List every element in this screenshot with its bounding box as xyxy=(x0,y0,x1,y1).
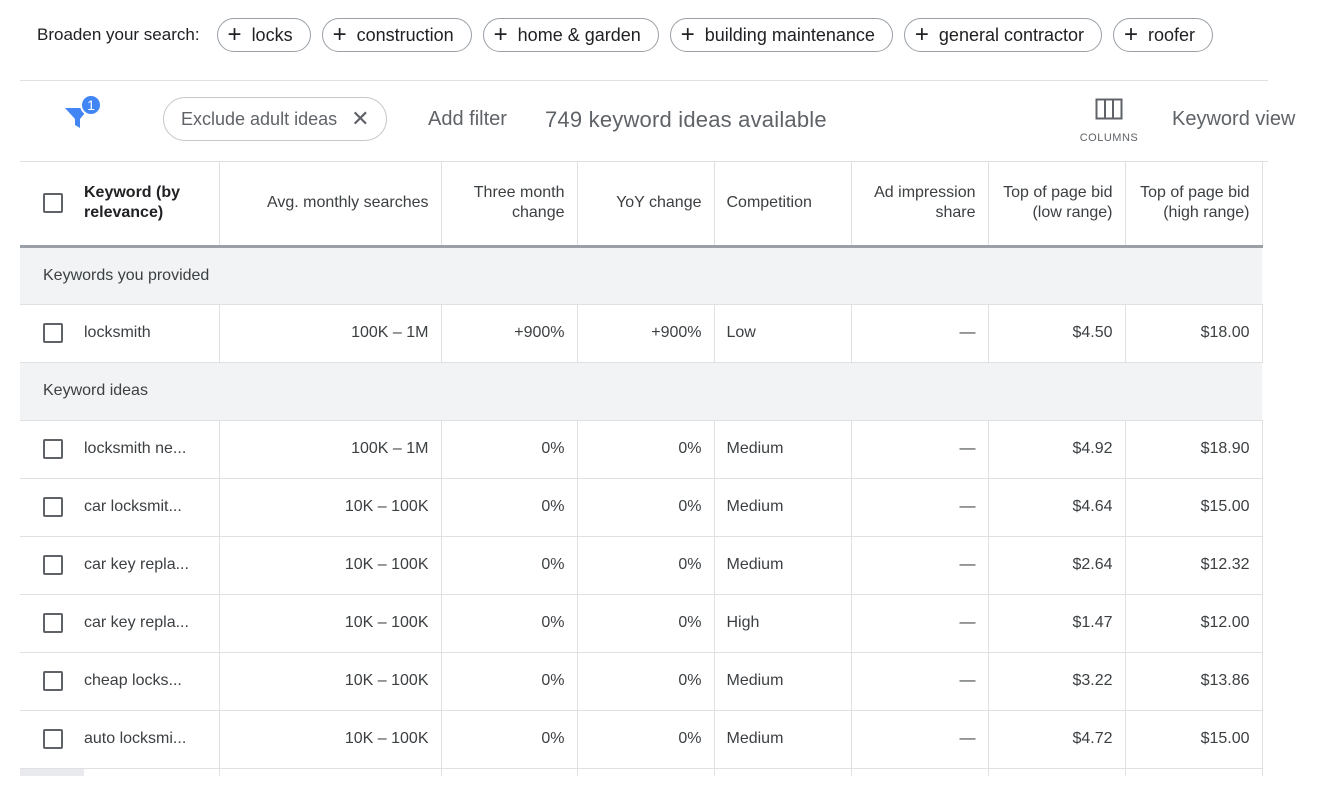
keyword-cell: locksmith xyxy=(84,304,219,362)
three-month-cell: 0% xyxy=(441,652,577,710)
header-avg-monthly-searches[interactable]: Avg. monthly searches xyxy=(219,162,441,246)
chip-label: building maintenance xyxy=(704,24,875,45)
searches-cell: 10K – 100K xyxy=(219,594,441,652)
bid-low-cell: $4.92 xyxy=(988,420,1125,478)
table-row[interactable] xyxy=(20,652,1262,710)
row-checkbox[interactable] xyxy=(43,497,63,517)
yoy-cell: +900% xyxy=(577,304,714,362)
plus-icon: + xyxy=(493,21,508,48)
add-filter-button[interactable]: Add filter xyxy=(428,108,507,130)
select-all-cell xyxy=(20,162,84,246)
ad-share-cell: — xyxy=(851,710,988,768)
yoy-cell: 0% xyxy=(577,594,714,652)
yoy-cell: 0% xyxy=(577,420,714,478)
keyword-cell: locksmith ne... xyxy=(84,420,219,478)
row-checkbox[interactable] xyxy=(43,613,63,633)
chip-label: locks xyxy=(251,24,293,45)
header-bid-low[interactable]: Top of page bid (low range) xyxy=(988,162,1125,246)
three-month-cell: 0% xyxy=(441,536,577,594)
table-row[interactable] xyxy=(20,478,1262,536)
competition-cell: Medium xyxy=(714,710,851,768)
keyword-cell: car key repla... xyxy=(84,594,219,652)
row-checkbox[interactable] xyxy=(43,671,63,691)
keyword-cell: car locksmit... xyxy=(84,478,219,536)
broaden-label: Broaden your search: xyxy=(37,25,200,44)
three-month-cell: 0% xyxy=(441,420,577,478)
header-ad-impression-share[interactable]: Ad impression share xyxy=(851,162,988,246)
competition-cell: Low xyxy=(714,304,851,362)
select-all-checkbox[interactable] xyxy=(43,193,63,213)
broaden-chip-home-garden[interactable] xyxy=(483,18,659,52)
competition-cell: Medium xyxy=(714,652,851,710)
row-stub-cell xyxy=(851,768,988,776)
row-checkbox[interactable] xyxy=(43,439,63,459)
three-month-cell: +900% xyxy=(441,304,577,362)
bid-low-cell: $2.64 xyxy=(988,536,1125,594)
filter-button[interactable] xyxy=(63,95,103,135)
bid-low-cell: $4.50 xyxy=(988,304,1125,362)
table-header-row xyxy=(20,162,1262,246)
columns-icon xyxy=(1095,98,1123,120)
keyword-cell: car key repla... xyxy=(84,536,219,594)
close-icon[interactable]: ✕ xyxy=(351,106,370,131)
row-checkbox-cell xyxy=(20,478,84,536)
header-three-month-change[interactable]: Three month change xyxy=(441,162,577,246)
row-stub-cell xyxy=(1125,768,1262,776)
keyword-ideas-count: 749 keyword ideas available xyxy=(545,107,827,132)
bid-low-cell: $4.64 xyxy=(988,478,1125,536)
row-stub-cell xyxy=(988,768,1125,776)
broaden-chip-locks[interactable] xyxy=(217,18,311,52)
keyword-cell: cheap locks... xyxy=(84,652,219,710)
bid-high-cell: $18.90 xyxy=(1125,420,1262,478)
broaden-search-bar xyxy=(37,16,1224,54)
ad-share-cell: — xyxy=(851,536,988,594)
ad-share-cell: — xyxy=(851,652,988,710)
columns-label: COLUMNS xyxy=(1079,132,1139,144)
filter-icon xyxy=(63,95,103,135)
three-month-cell: 0% xyxy=(441,478,577,536)
row-checkbox-cell xyxy=(20,536,84,594)
yoy-cell: 0% xyxy=(577,710,714,768)
exclude-adult-ideas-chip[interactable] xyxy=(163,97,387,141)
ad-share-cell: — xyxy=(851,420,988,478)
row-checkbox-cell xyxy=(20,652,84,710)
header-keyword[interactable]: Keyword (by relevance) xyxy=(84,162,219,246)
bid-high-cell: $15.00 xyxy=(1125,478,1262,536)
competition-cell: Medium xyxy=(714,478,851,536)
competition-cell: Medium xyxy=(714,536,851,594)
three-month-cell: 0% xyxy=(441,710,577,768)
filter-badge: 1 xyxy=(87,97,95,113)
table-row[interactable] xyxy=(20,710,1262,768)
keyword-table xyxy=(20,162,1263,776)
row-stub-cell xyxy=(714,768,851,776)
broaden-chip-construction[interactable] xyxy=(322,18,472,52)
broaden-chip-general-contractor[interactable] xyxy=(904,18,1102,52)
table-row-partial xyxy=(20,768,1262,776)
plus-icon: + xyxy=(914,21,929,48)
yoy-cell: 0% xyxy=(577,536,714,594)
group-header-provided xyxy=(20,246,1262,304)
searches-cell: 10K – 100K xyxy=(219,536,441,594)
three-month-cell: 0% xyxy=(441,594,577,652)
table-row[interactable] xyxy=(20,536,1262,594)
ad-share-cell: — xyxy=(851,478,988,536)
bid-high-cell: $12.00 xyxy=(1125,594,1262,652)
group-label: Keyword ideas xyxy=(20,362,1262,420)
bid-low-cell: $1.47 xyxy=(988,594,1125,652)
plus-icon: + xyxy=(680,21,695,48)
row-stub-cell xyxy=(219,768,441,776)
yoy-cell: 0% xyxy=(577,652,714,710)
searches-cell: 10K – 100K xyxy=(219,652,441,710)
table-row[interactable] xyxy=(20,594,1262,652)
bid-low-cell: $3.22 xyxy=(988,652,1125,710)
table-row[interactable] xyxy=(20,304,1262,362)
searches-cell: 10K – 100K xyxy=(219,478,441,536)
ad-share-cell: — xyxy=(851,594,988,652)
bid-high-cell: $15.00 xyxy=(1125,710,1262,768)
bid-high-cell: $13.86 xyxy=(1125,652,1262,710)
competition-cell: Medium xyxy=(714,420,851,478)
row-checkbox-cell xyxy=(20,304,84,362)
row-stub-cell xyxy=(84,768,219,776)
row-stub-cell xyxy=(577,768,714,776)
row-stub-cell xyxy=(20,768,84,776)
header-bid-high[interactable]: Top of page bid (high range) xyxy=(1125,162,1262,246)
row-checkbox[interactable] xyxy=(43,555,63,575)
keyword-cell: auto locksmi... xyxy=(84,710,219,768)
competition-cell: High xyxy=(714,594,851,652)
plus-icon: + xyxy=(1124,21,1139,48)
row-checkbox[interactable] xyxy=(43,729,63,749)
row-checkbox-cell xyxy=(20,710,84,768)
bid-low-cell: $4.72 xyxy=(988,710,1125,768)
chip-label: roofer xyxy=(1148,24,1196,45)
divider xyxy=(20,80,1268,81)
yoy-cell: 0% xyxy=(577,478,714,536)
header-yoy-change[interactable]: YoY change xyxy=(577,162,714,246)
broaden-chip-roofer[interactable] xyxy=(1113,18,1213,52)
group-label: Keywords you provided xyxy=(20,246,1262,304)
row-checkbox-cell xyxy=(20,420,84,478)
chip-label: home & garden xyxy=(517,24,641,45)
searches-cell: 100K – 1M xyxy=(219,420,441,478)
chip-label: construction xyxy=(356,24,454,45)
group-header-ideas xyxy=(20,362,1262,420)
searches-cell: 100K – 1M xyxy=(219,304,441,362)
header-competition[interactable]: Competition xyxy=(714,162,851,246)
chip-label: general contractor xyxy=(938,24,1085,45)
table-body xyxy=(20,246,1262,776)
exclude-chip-label: Exclude adult ideas xyxy=(181,108,338,129)
plus-icon: + xyxy=(332,21,347,48)
keyword-view-toggle[interactable]: Keyword view xyxy=(1172,108,1296,130)
plus-icon: + xyxy=(227,21,242,48)
ad-share-cell: — xyxy=(851,304,988,362)
table-row[interactable] xyxy=(20,420,1262,478)
searches-cell: 10K – 100K xyxy=(219,710,441,768)
columns-button[interactable] xyxy=(1078,98,1140,144)
row-stub-cell xyxy=(441,768,577,776)
bid-high-cell: $18.00 xyxy=(1125,304,1262,362)
bid-high-cell: $12.32 xyxy=(1125,536,1262,594)
row-checkbox[interactable] xyxy=(43,323,63,343)
broaden-chip-building-maintenance[interactable] xyxy=(670,18,893,52)
row-checkbox-cell xyxy=(20,594,84,652)
